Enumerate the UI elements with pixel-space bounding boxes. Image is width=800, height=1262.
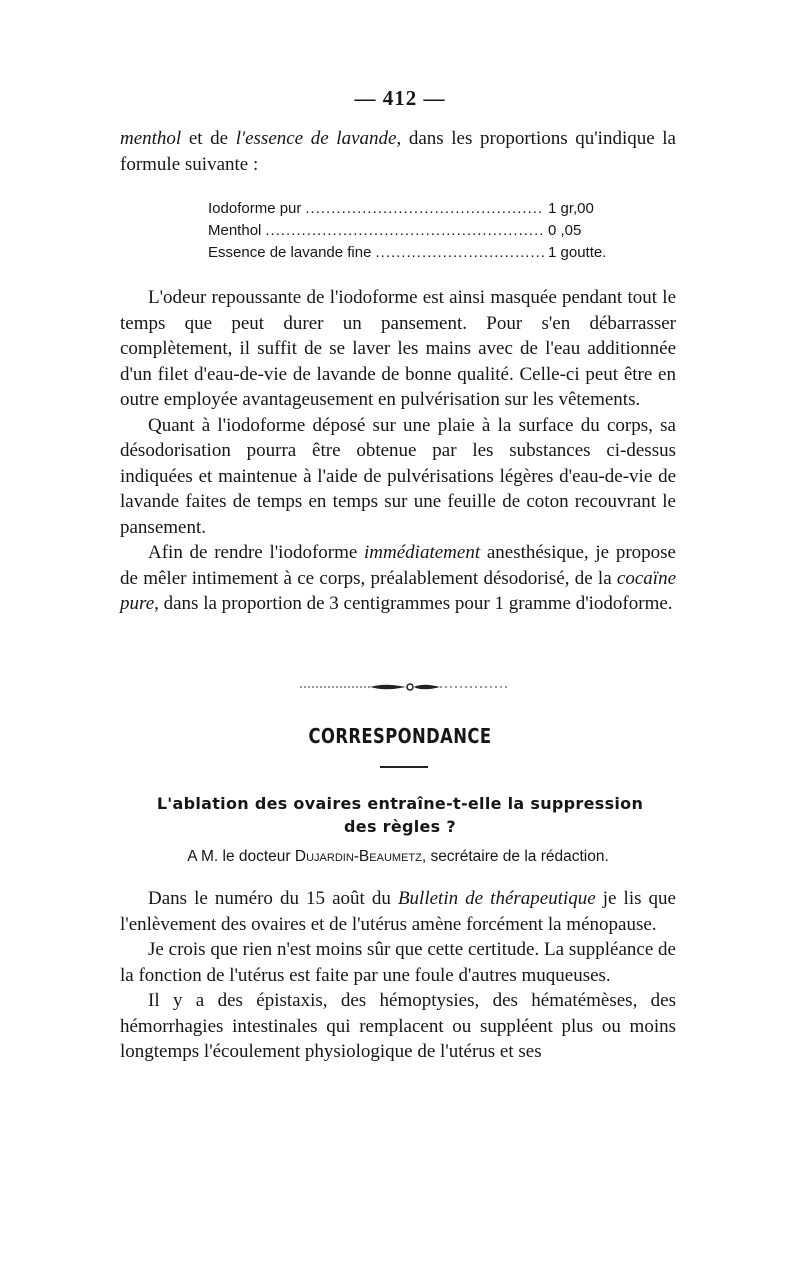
formula-table [208,200,628,266]
article-body [120,886,676,1065]
paragraph-segment: anesthésique, je propose de mêler intimement à ce corps, préalablement désodorisé, de la [120,542,676,589]
formula-quantity: 1 gr,00 [548,200,594,217]
article-paragraph [120,886,676,937]
leader-dots [305,200,544,217]
paragraph-segment: , dans la proportion de 3 centigrammes pour 1 gramme d'iodoforme. [154,593,673,614]
intro-paragraph [120,126,676,177]
paragraph-segment: Afin de rendre l'iodoforme [148,542,365,563]
formula-quantity: 0 ,05 [548,222,582,239]
intro-text [120,126,676,177]
intro-segment: , dans les proportions qu'indique la formule suivante : [120,128,676,175]
formula-ingredient: Essence de lavande fine [208,244,372,261]
section-title: CORRESPONDANCE [308,724,492,748]
paragraph-afin [120,540,676,617]
article-paragraph: Je crois que rien n'est moins sûr que cette certitude. La suppléance de la fonction de l'utérus est faite par une foule d'autres muqueuses. [120,939,676,986]
leader-dots [375,244,544,261]
italic-immediatement: immédiatement [364,542,481,563]
formula-quantity: 1 goutte. [548,244,607,261]
formula-ingredient: Menthol [208,222,262,239]
formula-row [208,200,628,222]
divider-rule [380,766,428,768]
leader-dots [265,222,544,239]
paragraph-segment: je lis que l'enlèvement des ovaires et de l'utérus amène forcément la ménopause. [120,888,676,935]
page-number: — 412 — [354,86,446,110]
article-heading: L'ablation des ovaires entraîne-t-elle la suppression des règles ? [156,794,644,836]
dedication-name: Dujardin-Beaumetz [294,848,422,865]
intro-italic-lavande: l'essence de lavande [235,128,397,149]
italic-bulletin: Bulletin de thérapeutique [397,888,596,909]
intro-italic-menthol: menthol [120,128,182,149]
paragraph-quant: Quant à l'iodoforme déposé sur une plaie à la surface du corps, sa désodorisation pourra être obtenue par les substances ci-dessus indiquées et maintenue à l'aide de pulvérisations légères d'eau-de-vie de lavande faites de temps en temps sur une feuille de coton recouvrant le pansement. [120,414,676,538]
dedication-line [120,848,676,866]
paragraph-odeur: L'odeur repoussante de l'iodoforme est ainsi masquée pendant tout le temps que peut durer un pansement. Pour s'en débarrasser complètement, il suffit de se laver les mains avec de l'eau additionnée d'un filet d'eau-de-vie de lavande de bonne qualité. Celle-ci peut être en outre employée avantageusement en pulvérisation sur les vêtements. [120,287,676,410]
formula-ingredient: Iodoforme pur [208,200,302,217]
formula-row [208,244,628,266]
dedication-prefix: A M. le docteur [187,848,295,865]
body-paragraphs [120,285,676,617]
italic-cocaine: cocaïne pure [120,567,676,614]
article-paragraph: Il y a des épistaxis, des hémoptysies, des hématémèses, des hémorrhagies intestinales qui remplacent ou suppléent plus ou moins longtemps l'écoulement physiologique de l'utérus et ses [120,990,676,1062]
formula-row [208,222,628,244]
paragraph-segment: Dans le numéro du 15 août du [148,888,398,909]
ornament-divider [300,680,510,694]
dedication-suffix: , secrétaire de la rédaction. [421,848,609,865]
intro-segment: et de [181,128,236,149]
